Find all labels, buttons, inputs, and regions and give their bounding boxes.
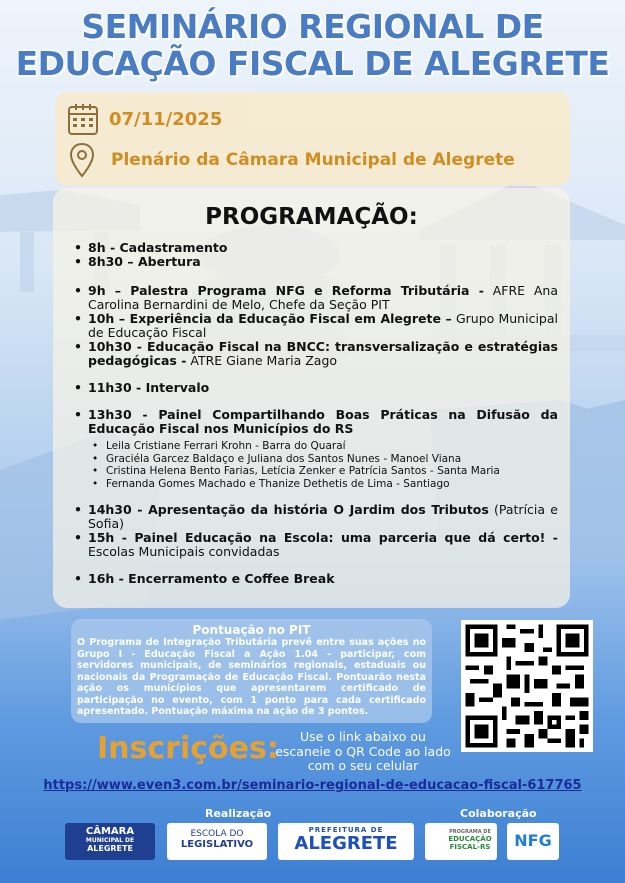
schedule-item-text: 8h30 – Abertura — [88, 254, 201, 269]
panelist-item: • Graciéla Garcez Baldaço e Juliana dos Santos Nunes - Manoel Viana — [72, 453, 558, 466]
schedule-item-encerramento — [72, 572, 558, 586]
schedule-item-text: 16h - Encerramento e Coffee Break — [88, 571, 335, 586]
schedule-item-experiencia — [72, 312, 558, 340]
schedule-item-jardim — [72, 503, 558, 531]
programacao-title: PROGRAMAÇÃO: — [205, 204, 418, 230]
panelist-item: • Cristina Helena Bento Farias, Letícia Zenker e Patrícia Santos - Santa Maria — [72, 465, 558, 478]
inscricoes-label: Inscrições: — [97, 731, 279, 766]
camara-logo-line1: CÂMARA — [85, 826, 135, 837]
schedule-item-bncc — [72, 340, 558, 368]
schedule-item-title: 10h30 - Educação Fiscal na BNCC: transversalização e estratégias pedagógicas - — [88, 339, 558, 368]
programa-logo-line2: EDUCAÇÃO — [448, 835, 492, 843]
schedule-item-text: 8h - Cadastramento — [88, 240, 228, 255]
location-pin-icon — [69, 142, 95, 178]
registration-link[interactable]: https://www.even3.com.br/seminario-regional-de-educacao-fiscal-617765 — [43, 778, 582, 793]
schedule-item-title: 14h30 - Apresentação da história O Jardim dos Tributos — [88, 502, 489, 517]
schedule-item-title: 9h – Palestra Programa NFG e Reforma Tributária - — [88, 283, 484, 298]
prefeitura-logo — [278, 823, 414, 860]
event-date: 07/11/2025 — [109, 109, 223, 130]
schedule-item-speaker: (Patrícia e Sofia) — [88, 502, 558, 531]
schedule-item-text: 13h30 - Painel Compartilhando Boas Práticas na Difusão da Educação Fiscal nos Municípios do RS — [88, 407, 558, 436]
nfg-logo — [507, 823, 559, 860]
schedule-item-palestra — [72, 284, 558, 312]
schedule-item-intervalo — [72, 381, 558, 395]
escola-logo-line1: ESCOLA DO — [190, 829, 244, 839]
schedule-item-escola — [72, 531, 558, 559]
schedule-item-abertura — [72, 255, 558, 269]
schedule-list — [72, 241, 558, 586]
escola-legislativo-logo — [167, 823, 267, 860]
colaboracao-label: Colaboração — [460, 807, 537, 820]
schedule-item-title: 15h - Painel Educação na Escola: uma parceria que dá certo! - — [88, 530, 558, 545]
programa-logo-line1: PROGRAMA DE — [449, 829, 491, 835]
camara-logo-line3: ALEGRETE — [87, 844, 133, 853]
panelist-item: • Fernanda Gomes Machado e Thanize Dethetis de Lima - Santiago — [72, 478, 558, 491]
event-title-line1: SEMINÁRIO REGIONAL DE — [81, 7, 544, 46]
schedule-item-cadastramento — [72, 241, 558, 255]
event-info-box — [55, 92, 570, 186]
schedule-item-painel — [72, 408, 558, 436]
event-title-line2: EDUCAÇÃO FISCAL DE ALEGRETE — [15, 44, 610, 83]
pit-box — [71, 619, 432, 723]
qr-code[interactable] — [461, 620, 593, 752]
schedule-item-speaker: Escolas Municipais convidadas — [88, 544, 280, 559]
programa-logo-line3: FISCAL-RS — [449, 843, 491, 851]
programa-educacao-fiscal-logo — [425, 823, 497, 860]
prefeitura-logo-line1: PREFEITURA DE — [308, 826, 384, 834]
nfg-logo-text: NFG — [514, 831, 552, 850]
escola-logo-line2: LEGISLATIVO — [180, 839, 254, 850]
pit-text: O Programa de Integração Tributária prevê entre suas ações no Grupo I - Educação Fiscal a Ação 1.04 - participar, com servidores municipais, de seminários regionais, estaduais ou nacionais da Programação de Educação Fiscal. Pontuarão nesta ação os municípios que apresentarem certificado de participação no evento, com 1 ponto para cada certificado apresentado. Pontuação máxima na ação de 3 pontos. — [77, 637, 426, 717]
inscricoes-note: Use o link abaixo ou escaneie o QR Code ao lado com o seu celular — [275, 729, 451, 773]
realizacao-label: Realização — [205, 807, 272, 820]
schedule-item-speaker: Grupo Municipal de Educação Fiscal — [88, 311, 558, 340]
panelist-item: • Leila Cristiane Ferrari Krohn - Barra do Quaraí — [72, 440, 558, 453]
schedule-item-title: 10h – Experiência da Educação Fiscal em Alegrete – — [88, 311, 452, 326]
schedule-item-speaker: AFRE Ana Carolina Bernardini de Melo, Chefe da Seção PIT — [88, 283, 559, 312]
event-place: Plenário da Câmara Municipal de Alegrete — [111, 150, 515, 170]
prefeitura-logo-line2: ALEGRETE — [294, 833, 398, 854]
event-title — [0, 8, 625, 82]
calendar-icon — [67, 102, 99, 136]
programacao-panel — [53, 188, 570, 608]
pit-title: Pontuação no PIT — [192, 623, 311, 637]
schedule-item-speaker: ATRE Giane Maria Zago — [186, 353, 338, 368]
camara-logo-line2: MUNICIPAL DE — [85, 837, 135, 844]
schedule-item-text: 11h30 - Intervalo — [88, 380, 210, 395]
camara-logo — [65, 823, 155, 860]
